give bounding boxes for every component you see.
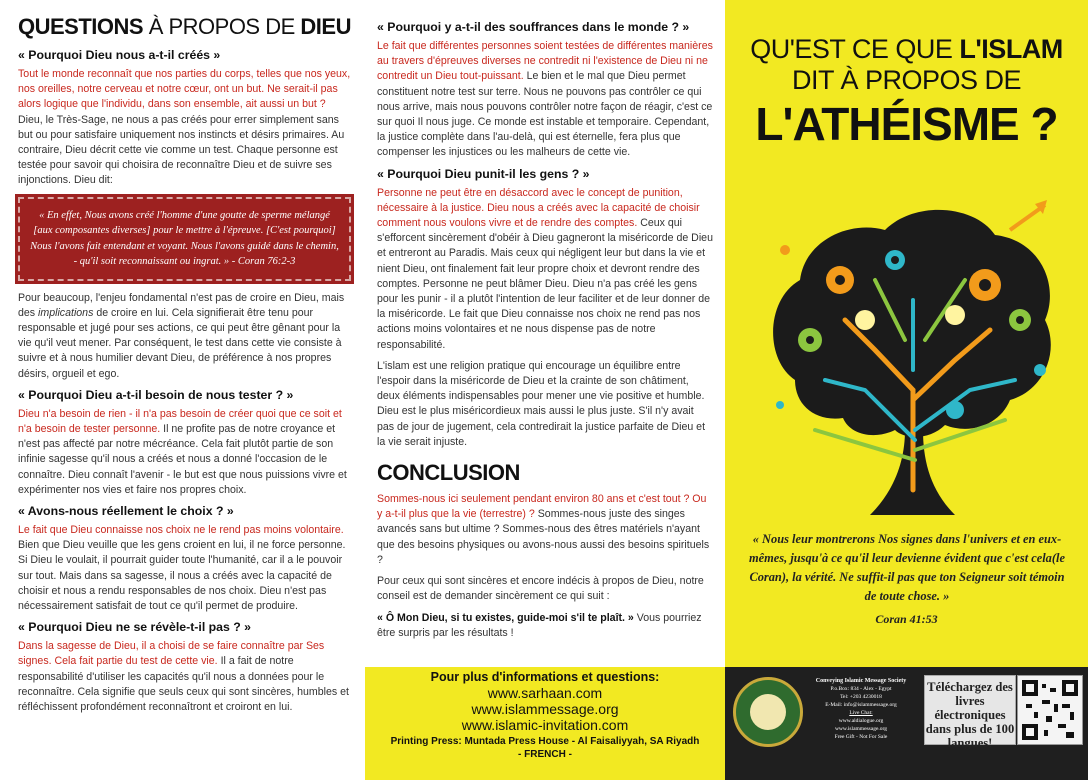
qr-code-icon[interactable]	[1017, 675, 1083, 745]
section-title: QUESTIONS À PROPOS DE DIEU	[18, 14, 351, 39]
paragraph: L'islam est une religion pratique qui encourage un équilibre entre l'espoir dans la miséricorde de Dieu et la crainte de son châtiment, deux éléments indispensables pour mener une vie positive et humble. Dieu est le plus miséricordieux mais aussi le plus juste. S'il n'y avait pas de jour de jugement, cela contredirait la justice parfaite de Dieu et la vie serait injuste.	[377, 359, 706, 448]
conclusion-title: CONCLUSION	[377, 460, 520, 486]
printing-press: Printing Press: Muntada Press House - Al Faisaliyyah, SA Riyadh	[390, 736, 700, 747]
language-label: - FRENCH -	[518, 749, 572, 760]
website-link[interactable]: www.sarhaan.com	[487, 685, 603, 701]
question-heading: « Pourquoi Dieu punit-il les gens ? »	[377, 166, 590, 181]
paragraph: Le fait que Dieu connaisse nos choix ne le rend pas moins volontaire. Bien que Dieu veuille que les gens croient en lui, il ne force personne. Si Dieu le voulait, il pourrait guider toute l'humanité, car il a le pouvoir sur tout. Mais dans sa sagesse, il nous a créés avec la capacité de choisir et nous a rendu responsables de nos choix. Dieu n'est pas nécessairement satisfait de tout ce qu'il permet de produire.	[18, 524, 346, 613]
middle-column	[365, 0, 725, 780]
paragraph: Le fait que différentes personnes soient testées de différentes manières au travers d'épreuves diverses ne contredit ni l'existence de Dieu ni ne contredit un Dieu tout-puissant. Le bien et le mal que Dieu permet constituent notre test sur terre. Nous ne pouvons pas contrôler ce qui nous arrive, mais nous pouvons contrôler notre façon de réagir, c'est ce sur quoi Il nous juge. Ce monde est instable et temporaire. Cependant, la justice complète dans l'au-delà, qui est éternelle, fera plus que compenser les injustices ou les malheurs de cette vie.	[377, 40, 713, 159]
website-link[interactable]: www.islammessage.org	[471, 701, 619, 717]
brain-illustration	[755, 190, 1065, 520]
question-heading: « Pourquoi y a-t-il des souffrances dans le monde ? »	[377, 20, 690, 34]
quran-quote-box: « En effet, Nous avons créé l'homme d'une goutte de sperme mélangé [aux composantes diverses] pour le mettre à l'épreuve. [C'est pourquoi] Nous l'avons fait entendant et voyant. Nous l'avons guidé dans le chemin, - qu'il soit reconnaissant ou ingrat. » - Coran 76:2-3	[18, 197, 351, 281]
paragraph: Dans la sagesse de Dieu, il a choisi de se faire connaître par Ses signes. Cela fait partie du test de cette vie. Il a fait de notre responsabilité d'utiliser les capacités qu'il nous a données pour le reconnaître. Cela signifie que seuls ceux qui sont sincères, humbles et réfléchissent profondément reconnaîtront et croiront en lui.	[18, 640, 349, 714]
main-title: QU'EST CE QUE L'ISLAM DIT À PROPOS DE L'ATHÉISME ?	[750, 34, 1063, 150]
question-heading: « Pourquoi Dieu a-t-il besoin de nous tester ? »	[18, 387, 294, 402]
question-heading: « Pourquoi Dieu ne se révèle-t-il pas ? »	[18, 620, 252, 635]
paragraph: « Ô Mon Dieu, si tu existes, guide-moi s'il te plaît. » Vous pourriez être surpris par les résultats !	[377, 611, 702, 639]
quran-quote: « Nous leur montrerons Nos signes dans l'univers et en eux-mêmes, jusqu'à ce qu'il leur devienne évident que c'est cela(le Coran), la vérité. Ne suffit-il pas que ton Seigneur soit témoin de toute chose. »	[749, 532, 1065, 603]
quran-reference: Coran 41:53	[875, 612, 938, 626]
question-heading: « Pourquoi Dieu nous a-t-il créés »	[18, 48, 221, 62]
society-logo	[733, 677, 803, 747]
paragraph: Sommes-nous ici seulement pendant environ 80 ans et c'est tout ? Ou y a-t-il plus que la vie (terrestre) ? Sommes-nous juste des singes avancés sans but ultime ? Sommes-nous des êtres matériels n'ayant que des besoins physiques ou avons-nous aussi des besoins spirituels ?	[377, 493, 710, 566]
footer-bar	[725, 667, 1088, 780]
website-link[interactable]: www.islamic-invitation.com	[461, 717, 629, 733]
info-box	[365, 667, 725, 780]
paragraph: Tout le monde reconnaît que nos parties du corps, telles que nos yeux, nos oreilles, notre cerveau et notre cœur, ont un but. Ne serait-il pas alors logique que l'individu, dans son ensemble, ait aussi un but ? Dieu, le Très-Sage, ne nous a pas créés pour errer simplement sans but ou pour satisfaire uniquement nos instincts et désirs primaires. Au contraire, Dieu décrit cette vie comme un test. Chaque personne est testée pour savoir qui choisira de reconnaître Dieu et de suivre ses injonctions. Dieu dit:	[18, 68, 351, 187]
society-info: Conveying Islamic Message Society P.o.Box: 834 - Alex - Egypt Tel: +203 4230018 E-Mail: info@islammessage.org Live Chat: www.aldialogue.org www.islammessage.org Free Gift - Not For Sale	[815, 678, 907, 740]
paragraph: Pour ceux qui sont sincères et encore indécis à propos de Dieu, notre conseil est de demander sincèrement ce qui suit :	[377, 575, 704, 603]
paragraph: Pour beaucoup, l'enjeu fondamental n'est pas de croire en Dieu, mais des implications de croire en lui. Cela signifierait être tenu pour responsable et jugé pour ses actions, ce qui peut être gênant pour la vie qu'il veut mener. Par conséquent, le test dans cette vie consiste à suivre et à nous humilier devant Dieu, de préférence à nos propres désirs, orgueil et ego.	[18, 291, 345, 380]
left-column	[0, 0, 365, 780]
paragraph: Dieu n'a besoin de rien - il n'a pas besoin de créer quoi que ce soit et n'a besoin de tester personne. Il ne profite pas de notre croyance et n'est pas affecté par notre mécréance. Cela fait plutôt partie de son infinie sagesse qu'il nous a créés et nous a donné l'occasion de le connaître. Dieu connaît l'avenir - le but est que nous puissions vivre et expérimenter nos vies et faire nos propres choix.	[18, 407, 347, 496]
info-lead: Pour plus d'informations et questions:	[430, 670, 660, 684]
download-ebooks-box: Téléchargez des livres électroniques dans plus de 100 langues!	[924, 675, 1016, 745]
right-column	[725, 0, 1088, 780]
paragraph: Personne ne peut être en désaccord avec le concept de punition, nécessaire à la justice. Dieu nous a créés avec la capacité de choisir comment nous voulons vivre et de rendre des comptes. Ceux qui s'efforcent sincèrement d'obéir à Dieu gagneront la miséricorde de Dieu et entreront au Paradis. Mais ceux qui négligent leur but dans la vie et nient Dieu, ont finalement fait leur propre choix et devront rendre des comptes. Personne ne peut blâmer Dieu. Dieu n'a pas créé les gens pour les punir - il a plutôt l'intention de leur faciliter et de leur donner de la miséricorde. Le fait que Dieu connaisse nos choix ne rend pas nos actions moins volontaires et ne nous dispense pas de notre responsabilité.	[377, 186, 713, 351]
question-heading: « Avons-nous réellement le choix ? »	[18, 504, 234, 519]
